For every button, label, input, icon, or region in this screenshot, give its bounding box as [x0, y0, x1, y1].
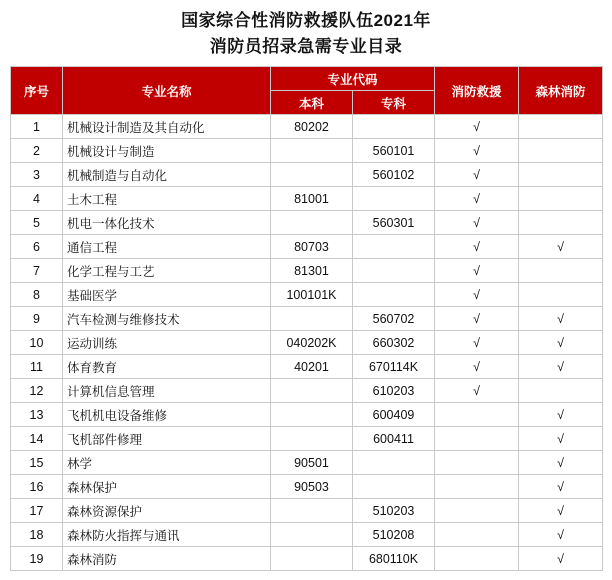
table-row	[11, 235, 603, 259]
cell-code-undergrad	[271, 523, 353, 547]
cell-code-undergrad: 80703	[271, 235, 353, 259]
cell-fire-rescue: √	[435, 379, 519, 403]
cell-forest-fire: √	[519, 331, 603, 355]
cell-forest-fire	[519, 187, 603, 211]
table-row	[11, 403, 603, 427]
cell-code-undergrad	[271, 379, 353, 403]
cell-code-college: 560702	[353, 307, 435, 331]
cell-forest-fire: √	[519, 451, 603, 475]
cell-forest-fire: √	[519, 499, 603, 523]
cell-fire-rescue: √	[435, 187, 519, 211]
cell-code-college	[353, 283, 435, 307]
cell-code-undergrad: 100101K	[271, 283, 353, 307]
cell-code-college: 680110K	[353, 547, 435, 571]
cell-index: 10	[11, 331, 63, 355]
cell-major-name: 汽车检测与维修技术	[63, 307, 271, 331]
cell-fire-rescue: √	[435, 331, 519, 355]
table-row	[11, 187, 603, 211]
cell-code-undergrad: 040202K	[271, 331, 353, 355]
cell-code-undergrad: 40201	[271, 355, 353, 379]
table-row	[11, 259, 603, 283]
cell-fire-rescue: √	[435, 355, 519, 379]
cell-code-college	[353, 235, 435, 259]
cell-fire-rescue: √	[435, 307, 519, 331]
cell-major-name: 林学	[63, 451, 271, 475]
cell-code-college: 560102	[353, 163, 435, 187]
cell-code-college: 670114K	[353, 355, 435, 379]
cell-major-name: 森林资源保护	[63, 499, 271, 523]
cell-forest-fire	[519, 259, 603, 283]
table-body	[11, 115, 603, 571]
cell-major-name: 机械制造与自动化	[63, 163, 271, 187]
cell-forest-fire	[519, 211, 603, 235]
cell-index: 9	[11, 307, 63, 331]
cell-code-college: 660302	[353, 331, 435, 355]
table-row	[11, 307, 603, 331]
cell-code-undergrad	[271, 139, 353, 163]
cell-code-undergrad	[271, 547, 353, 571]
cell-major-name: 飞机部件修理	[63, 427, 271, 451]
table-row	[11, 499, 603, 523]
cell-index: 5	[11, 211, 63, 235]
cell-index: 17	[11, 499, 63, 523]
table-row	[11, 379, 603, 403]
cell-major-name: 飞机机电设备维修	[63, 403, 271, 427]
cell-major-name: 森林防火指挥与通讯	[63, 523, 271, 547]
cell-index: 19	[11, 547, 63, 571]
cell-major-name: 基础医学	[63, 283, 271, 307]
document-title	[0, 0, 612, 60]
cell-code-undergrad	[271, 163, 353, 187]
table-row	[11, 547, 603, 571]
cell-forest-fire: √	[519, 427, 603, 451]
cell-index: 6	[11, 235, 63, 259]
table-row	[11, 427, 603, 451]
table-row	[11, 451, 603, 475]
cell-major-name: 森林消防	[63, 547, 271, 571]
cell-fire-rescue: √	[435, 235, 519, 259]
cell-fire-rescue	[435, 547, 519, 571]
cell-code-college: 600409	[353, 403, 435, 427]
cell-code-undergrad: 90501	[271, 451, 353, 475]
table-row	[11, 331, 603, 355]
cell-forest-fire: √	[519, 235, 603, 259]
cell-code-college: 600411	[353, 427, 435, 451]
cell-forest-fire: √	[519, 523, 603, 547]
cell-major-name: 化学工程与工艺	[63, 259, 271, 283]
table-head	[11, 67, 603, 115]
cell-code-undergrad	[271, 427, 353, 451]
cell-index: 13	[11, 403, 63, 427]
cell-fire-rescue	[435, 427, 519, 451]
table-row	[11, 139, 603, 163]
cell-fire-rescue	[435, 451, 519, 475]
table-row	[11, 355, 603, 379]
cell-index: 4	[11, 187, 63, 211]
cell-forest-fire: √	[519, 475, 603, 499]
cell-major-name: 土木工程	[63, 187, 271, 211]
cell-code-undergrad	[271, 499, 353, 523]
cell-major-name: 通信工程	[63, 235, 271, 259]
table-row	[11, 523, 603, 547]
table-row	[11, 163, 603, 187]
cell-fire-rescue	[435, 403, 519, 427]
table-row	[11, 115, 603, 139]
cell-code-undergrad	[271, 211, 353, 235]
cell-code-college	[353, 187, 435, 211]
cell-major-name: 森林保护	[63, 475, 271, 499]
cell-major-name: 运动训练	[63, 331, 271, 355]
cell-index: 14	[11, 427, 63, 451]
cell-forest-fire	[519, 139, 603, 163]
cell-index: 16	[11, 475, 63, 499]
cell-fire-rescue	[435, 475, 519, 499]
cell-major-name: 计算机信息管理	[63, 379, 271, 403]
cell-forest-fire: √	[519, 307, 603, 331]
header-code-undergrad: 本科	[271, 91, 353, 115]
table-row	[11, 475, 603, 499]
cell-index: 11	[11, 355, 63, 379]
cell-index: 15	[11, 451, 63, 475]
cell-fire-rescue: √	[435, 163, 519, 187]
cell-code-college: 560101	[353, 139, 435, 163]
cell-fire-rescue: √	[435, 259, 519, 283]
header-code-college: 专科	[353, 91, 435, 115]
cell-code-undergrad: 90503	[271, 475, 353, 499]
table-row	[11, 211, 603, 235]
cell-forest-fire	[519, 283, 603, 307]
cell-index: 1	[11, 115, 63, 139]
cell-code-college: 560301	[353, 211, 435, 235]
cell-fire-rescue	[435, 499, 519, 523]
cell-code-college: 610203	[353, 379, 435, 403]
header-row-main	[11, 67, 603, 91]
cell-fire-rescue: √	[435, 139, 519, 163]
cell-forest-fire: √	[519, 355, 603, 379]
table-container	[0, 66, 612, 571]
cell-code-undergrad	[271, 307, 353, 331]
header-major-name: 专业名称	[63, 67, 271, 115]
cell-code-undergrad: 80202	[271, 115, 353, 139]
header-forest-fire: 森林消防	[519, 67, 603, 115]
cell-fire-rescue: √	[435, 211, 519, 235]
cell-code-undergrad: 81301	[271, 259, 353, 283]
cell-code-college	[353, 475, 435, 499]
cell-index: 2	[11, 139, 63, 163]
cell-fire-rescue: √	[435, 115, 519, 139]
header-major-code: 专业代码	[271, 67, 435, 91]
cell-fire-rescue	[435, 523, 519, 547]
cell-code-undergrad	[271, 403, 353, 427]
cell-major-name: 机械设计与制造	[63, 139, 271, 163]
cell-index: 3	[11, 163, 63, 187]
cell-code-college	[353, 259, 435, 283]
title-line-2: 消防员招录急需专业目录	[209, 37, 403, 56]
major-catalog-table	[10, 66, 603, 571]
cell-index: 8	[11, 283, 63, 307]
header-fire-rescue: 消防救援	[435, 67, 519, 115]
cell-fire-rescue: √	[435, 283, 519, 307]
cell-major-name: 机电一体化技术	[63, 211, 271, 235]
header-index: 序号	[11, 67, 63, 115]
cell-forest-fire: √	[519, 547, 603, 571]
cell-forest-fire	[519, 379, 603, 403]
cell-forest-fire	[519, 115, 603, 139]
cell-code-college	[353, 115, 435, 139]
cell-major-name: 体育教育	[63, 355, 271, 379]
cell-index: 12	[11, 379, 63, 403]
cell-major-name: 机械设计制造及其自动化	[63, 115, 271, 139]
cell-code-college: 510203	[353, 499, 435, 523]
cell-index: 7	[11, 259, 63, 283]
cell-code-undergrad: 81001	[271, 187, 353, 211]
table-row	[11, 283, 603, 307]
title-line-1: 国家综合性消防救援队伍2021年	[181, 11, 431, 30]
cell-forest-fire: √	[519, 403, 603, 427]
cell-code-college	[353, 451, 435, 475]
cell-index: 18	[11, 523, 63, 547]
cell-code-college: 510208	[353, 523, 435, 547]
cell-forest-fire	[519, 163, 603, 187]
